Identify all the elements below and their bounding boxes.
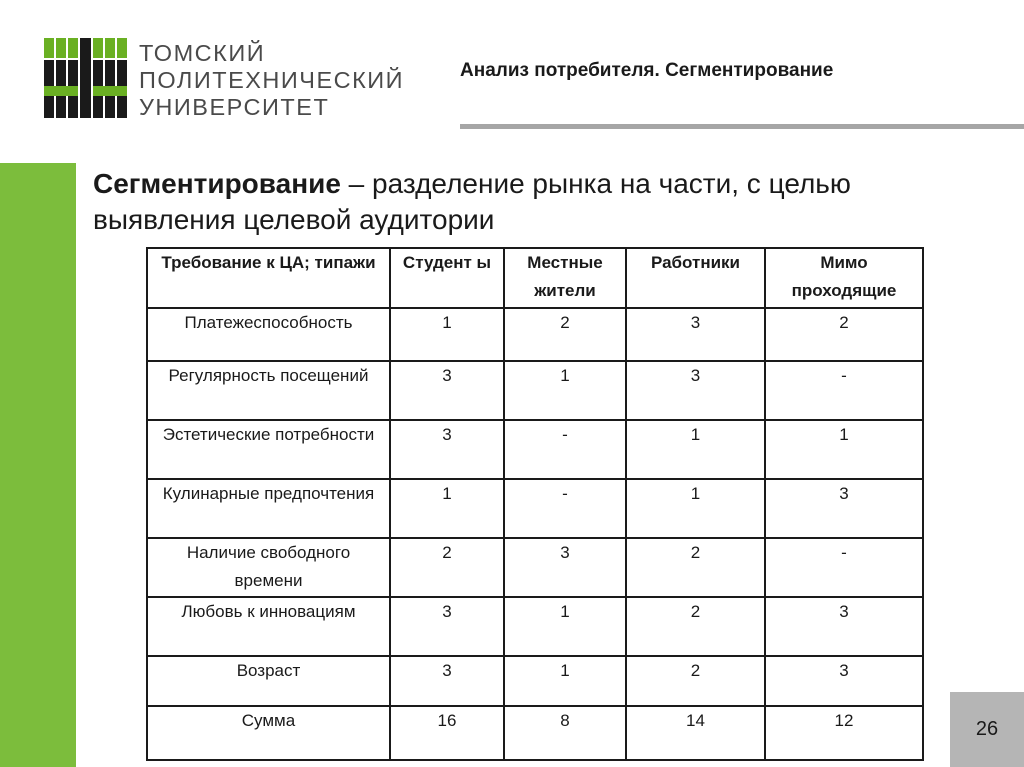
segmentation-table [146,247,924,761]
table-cell: 16 [390,706,504,760]
table-cell: 3 [390,420,504,479]
table-row [147,308,923,361]
definition-text [93,166,993,238]
header-divider [460,124,1024,129]
university-name-line-2: ПОЛИТЕХНИЧЕСКИЙ [139,67,405,93]
university-name [139,40,404,121]
row-label: Платежеспособность [147,308,390,361]
table-cell: 2 [765,308,923,361]
table-cell: 14 [626,706,765,760]
table-cell: 8 [504,706,626,760]
column-header-students: Студент ы [390,248,504,308]
row-label: Наличие свободного времени [147,538,390,597]
table-cell: - [504,479,626,538]
definition-term: Сегментирование [93,168,341,199]
table-cell: 3 [390,597,504,656]
table-cell: 3 [765,597,923,656]
table-cell: 1 [626,420,765,479]
table-cell: 2 [626,538,765,597]
table-row [147,656,923,706]
university-name-line-1: ТОМСКИЙ [139,40,266,66]
table-row [147,597,923,656]
row-label: Регулярность посещений [147,361,390,420]
table-cell: 12 [765,706,923,760]
table-cell: - [504,420,626,479]
table-cell: - [765,538,923,597]
slide-title: Анализ потребителя. Сегментирование [460,60,834,81]
definition-body: – разделение рынка на части, с целью выявления целевой аудитории [93,168,851,235]
column-header-requirement: Требование к ЦА; типажи [147,248,390,308]
table-row [147,420,923,479]
table-cell: 2 [626,597,765,656]
table-cell: 1 [765,420,923,479]
table-cell: 3 [765,656,923,706]
table-cell: 3 [626,308,765,361]
table-cell: 3 [390,656,504,706]
table-cell: 2 [390,538,504,597]
university-name-line-3: УНИВЕРСИТЕТ [139,94,330,120]
tpu-logo-icon [44,38,128,118]
table-cell: 1 [390,479,504,538]
table-cell: 1 [626,479,765,538]
table-cell: 1 [504,361,626,420]
table-cell: 1 [504,597,626,656]
table-cell: 3 [504,538,626,597]
table-cell: 3 [765,479,923,538]
row-label: Кулинарные предпочтения [147,479,390,538]
table-cell: 3 [626,361,765,420]
table-row [147,361,923,420]
table-cell: 1 [504,656,626,706]
row-label: Возраст [147,656,390,706]
table-cell: 1 [390,308,504,361]
column-header-passersby: Мимо проходящие [765,248,923,308]
row-label: Эстетические потребности [147,420,390,479]
row-label: Сумма [147,706,390,760]
table-cell: 2 [626,656,765,706]
table-row [147,538,923,597]
column-header-workers: Работники [626,248,765,308]
table-cell: 3 [390,361,504,420]
column-header-locals: Местные жители [504,248,626,308]
green-side-bar [0,163,76,767]
table-row [147,479,923,538]
table-header-row [147,248,923,308]
table-cell: 2 [504,308,626,361]
page-number-box [950,692,1024,767]
table-cell: - [765,361,923,420]
table-row-total [147,706,923,760]
row-label: Любовь к инновациям [147,597,390,656]
page-number: 26 [975,718,999,740]
